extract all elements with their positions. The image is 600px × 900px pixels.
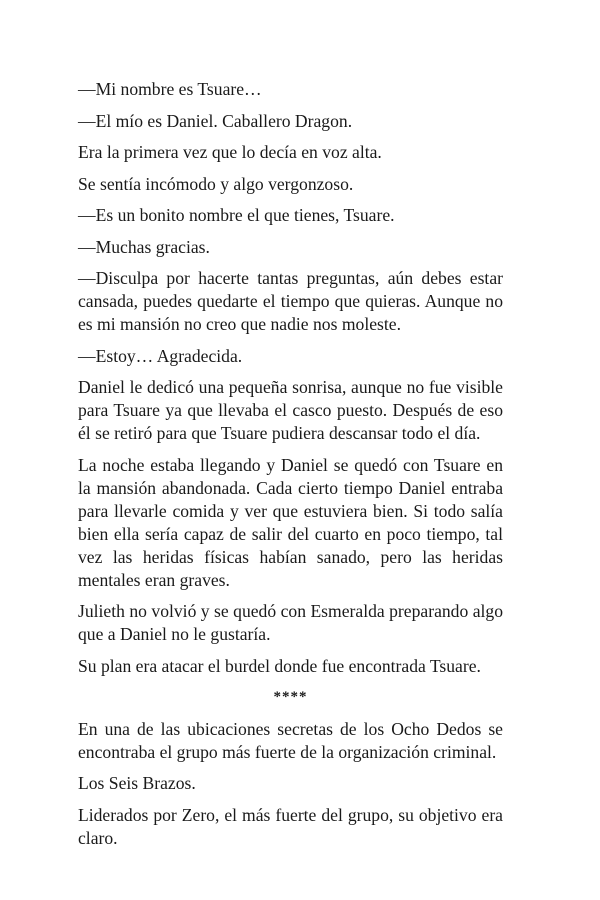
paragraph: Daniel le dedicó una pequeña sonrisa, aunque no fue visible para Tsuare ya que llevaba el casco puesto. Después de eso él se retiró para que Tsuare pudiera descansar todo el día. bbox=[78, 377, 503, 443]
paragraph: En una de las ubicaciones secretas de los Ocho Dedos se encontraba el grupo más fuerte de la organización criminal. bbox=[78, 718, 503, 762]
paragraph: Julieth no volvió y se quedó con Esmeralda preparando algo que a Daniel no le gustaría. bbox=[78, 601, 503, 644]
book-page bbox=[78, 78, 503, 858]
paragraph: —Es un bonito nombre el que tienes, Tsuare. bbox=[78, 205, 395, 225]
scene-separator: **** bbox=[273, 689, 308, 705]
paragraph: —Disculpa por hacerte tantas preguntas, aún debes estar cansada, puedes quedarte el tiempo que quieras. Aunque no es mi mansión no creo que nadie nos moleste. bbox=[78, 268, 503, 334]
paragraph: —Muchas gracias. bbox=[78, 236, 210, 257]
paragraph: Se sentía incómodo y algo vergonzoso. bbox=[78, 173, 354, 194]
paragraph: Era la primera vez que lo decía en voz alta. bbox=[78, 142, 382, 162]
paragraph: —El mío es Daniel. Caballero Dragon. bbox=[78, 110, 353, 131]
paragraph: La noche estaba llegando y Daniel se quedó con Tsuare en la mansión abandonada. Cada cierto tiempo Daniel entraba para llevarle comida y ver que estuviera bien. Si todo salía bien ella sería capaz de salir del cuarto en poco tiempo, tal vez las heridas físicas habían sanado, pero las heridas mentales eran graves. bbox=[78, 454, 503, 590]
paragraph: Liderados por Zero, el más fuerte del grupo, su objetivo era claro. bbox=[78, 804, 503, 848]
paragraph: Los Seis Brazos. bbox=[78, 773, 196, 793]
paragraph: —Mi nombre es Tsuare… bbox=[78, 79, 262, 99]
paragraph: Su plan era atacar el burdel donde fue encontrada Tsuare. bbox=[78, 655, 481, 676]
paragraph: —Estoy… Agradecida. bbox=[78, 345, 243, 366]
